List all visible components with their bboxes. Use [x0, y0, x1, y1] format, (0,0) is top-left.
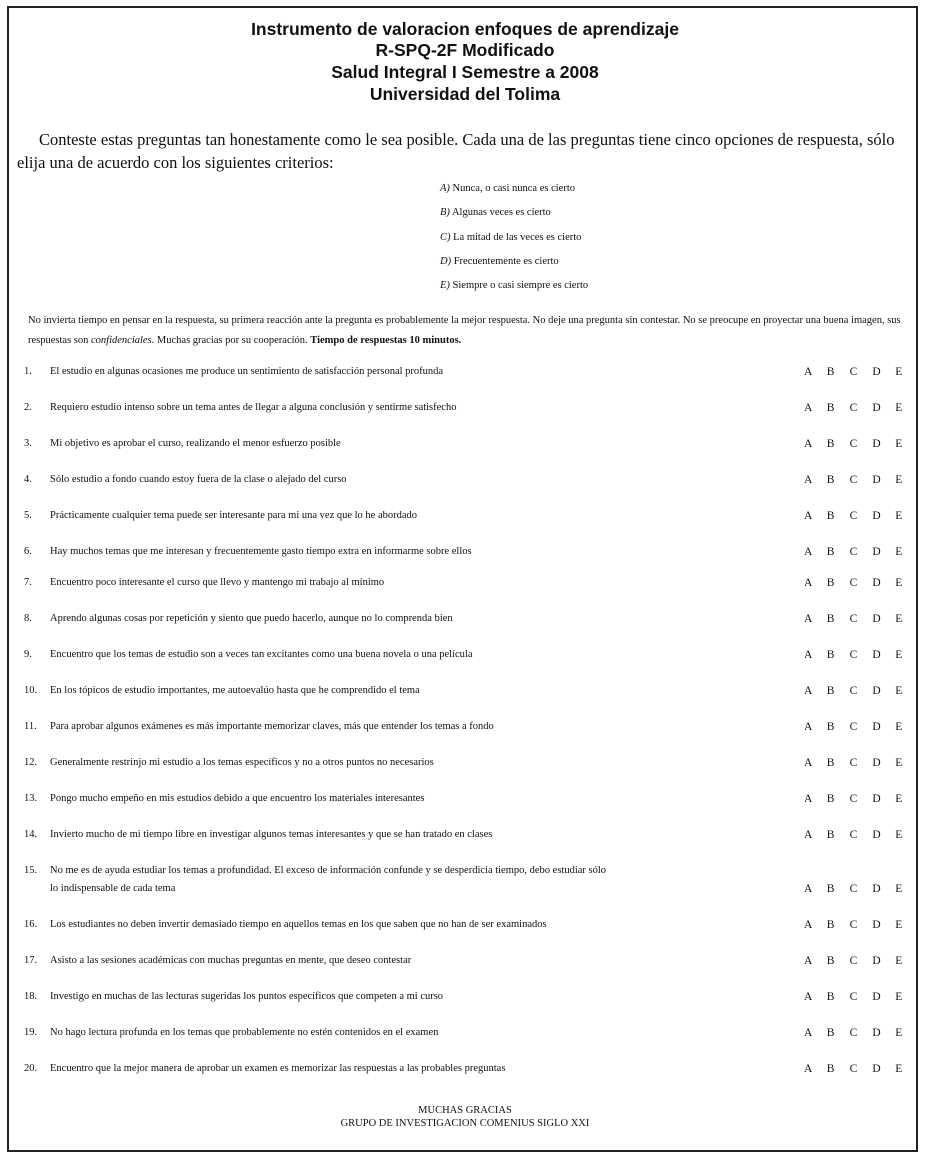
answer-option-e[interactable]: E: [895, 402, 903, 414]
answer-option-a[interactable]: A: [804, 1063, 813, 1075]
intro-text: Conteste estas preguntas tan honestamente como le sea posible. Cada una de las preguntas tiene cinco opciones de respuesta, sólo elija una de acuerdo con los siguientes criterios:: [17, 130, 895, 172]
answer-option-d[interactable]: D: [872, 685, 881, 697]
answer-options: [804, 988, 918, 1007]
question-number: 14.: [24, 829, 38, 840]
answer-option-b[interactable]: B: [826, 613, 835, 625]
answer-option-e[interactable]: E: [895, 649, 903, 661]
question-number: 11.: [24, 721, 37, 732]
question-number: 8.: [24, 613, 32, 624]
question-text: Asisto a las sesiones académicas con muchas preguntas en mente, que deseo contestar: [50, 955, 412, 966]
answer-option-d[interactable]: D: [872, 829, 881, 841]
answer-option-c[interactable]: C: [849, 438, 858, 450]
answer-option-b[interactable]: B: [826, 402, 835, 414]
answer-option-d[interactable]: D: [872, 510, 881, 522]
answer-option-e[interactable]: E: [895, 685, 903, 697]
question-text: Encuentro que los temas de estudio son a veces tan excitantes como una buena novela o una película: [50, 649, 473, 660]
answer-option-b[interactable]: B: [826, 991, 835, 1003]
answer-option-a[interactable]: A: [804, 577, 813, 589]
answer-option-a[interactable]: A: [804, 919, 813, 931]
answer-option-a[interactable]: A: [804, 474, 813, 486]
answer-options: [804, 363, 918, 382]
answer-option-e[interactable]: E: [895, 793, 903, 805]
answer-option-e[interactable]: E: [895, 955, 903, 967]
question-number: 12.: [24, 757, 38, 768]
answer-option-c[interactable]: C: [849, 649, 858, 661]
answer-option-d[interactable]: D: [872, 721, 881, 733]
answer-option-d[interactable]: D: [872, 613, 881, 625]
question-number: 17.: [24, 955, 38, 966]
answer-option-b[interactable]: B: [826, 757, 835, 769]
answer-option-d[interactable]: D: [872, 546, 881, 558]
criteria-text: La mitad de las veces es cierto: [453, 232, 582, 243]
title-line-2: R-SPQ-2F Modificado: [375, 40, 555, 60]
answer-option-a[interactable]: A: [804, 438, 813, 450]
question-number: 4.: [24, 474, 32, 485]
answer-option-b[interactable]: B: [826, 883, 835, 895]
criteria-letter: A): [440, 183, 450, 194]
question-number: 7.: [24, 577, 32, 588]
answer-option-b[interactable]: B: [826, 1027, 835, 1039]
answer-option-b[interactable]: B: [826, 438, 835, 450]
answer-options: [804, 610, 918, 629]
question-number: 6.: [24, 546, 32, 557]
answer-options: [804, 574, 918, 593]
answer-option-e[interactable]: E: [895, 919, 903, 931]
criteria-text: Frecuentemente es cierto: [453, 256, 559, 267]
answer-option-d[interactable]: D: [872, 991, 881, 1003]
answer-option-d[interactable]: D: [872, 883, 881, 895]
answer-option-c[interactable]: C: [849, 1027, 858, 1039]
question-text: Los estudiantes no deben invertir demasiado tiempo en aquellos temas en los que saben que no han de ser examinados: [50, 919, 547, 930]
criteria-letter: B): [440, 207, 450, 218]
answer-option-e[interactable]: E: [895, 991, 903, 1003]
answer-option-a[interactable]: A: [804, 510, 813, 522]
criteria-text: Nunca, o casi nunca es cierto: [452, 183, 575, 194]
answer-options: [804, 754, 918, 773]
answer-option-b[interactable]: B: [826, 829, 835, 841]
answer-options: [804, 543, 918, 562]
question-text: Sólo estudio a fondo cuando estoy fuera de la clase o alejado del curso: [50, 474, 347, 485]
answer-option-c[interactable]: C: [849, 366, 858, 378]
question-text: Generalmente restrinjo mi estudio a los temas específicos y no a otros puntos no necesarios: [50, 757, 434, 768]
answer-option-c[interactable]: C: [849, 577, 858, 589]
answer-options: [804, 1024, 918, 1043]
criteria-letter: D): [440, 256, 452, 267]
answer-option-a[interactable]: A: [804, 613, 813, 625]
answer-option-b[interactable]: B: [826, 577, 835, 589]
title-line-3: Salud Integral I Semestre a 2008: [331, 62, 599, 82]
answer-options: [804, 880, 918, 899]
answer-option-b[interactable]: B: [826, 474, 835, 486]
question-text: Investigo en muchas de las lecturas sugeridas los puntos específicos que competen a mi curso: [50, 991, 444, 1002]
criteria-letter: E): [440, 280, 450, 291]
question-text: Encuentro poco interesante el curso que llevo y mantengo mi trabajo al mínimo: [50, 577, 385, 588]
footer-thanks: MUCHAS GRACIAS: [418, 1105, 512, 1116]
answer-option-e[interactable]: E: [895, 510, 903, 522]
answer-option-a[interactable]: A: [804, 991, 813, 1003]
answer-option-e[interactable]: E: [895, 366, 903, 378]
question-text: Hay muchos temas que me interesan y frecuentemente gasto tiempo extra en informarme sobre ellos: [50, 546, 472, 557]
footer: [0, 1104, 930, 1130]
answer-option-a[interactable]: A: [804, 955, 813, 967]
question-text: Pongo mucho empeño en mis estudios debido a que encuentro los materiales interesantes: [50, 793, 425, 804]
footer-group: GRUPO DE INVESTIGACION COMENIUS SIGLO XXI: [340, 1118, 590, 1129]
answer-option-e[interactable]: E: [895, 577, 903, 589]
question-text: Aprendo algunas cosas por repetición y siento que puedo hacerlo, aunque no lo comprenda bien: [50, 613, 453, 624]
answer-option-a[interactable]: A: [804, 757, 813, 769]
question-number: 2.: [24, 402, 32, 413]
answer-option-c[interactable]: C: [849, 1063, 858, 1075]
answer-option-a[interactable]: A: [804, 546, 813, 558]
question-text: Encuentro que la mejor manera de aprobar un examen es memorizar las respuestas a las probables preguntas: [50, 1063, 506, 1074]
criteria-letter: C): [440, 232, 451, 243]
answer-option-e[interactable]: E: [895, 438, 903, 450]
answer-option-e[interactable]: E: [895, 721, 903, 733]
answer-option-d[interactable]: D: [872, 955, 881, 967]
question-text: Requiero estudio intenso sobre un tema antes de llegar a alguna conclusión y sentirme satisfecho: [50, 402, 457, 413]
criteria-option: [440, 280, 588, 291]
answer-option-d[interactable]: D: [872, 577, 881, 589]
answer-option-c[interactable]: C: [849, 685, 858, 697]
answer-option-c[interactable]: C: [849, 955, 858, 967]
answer-option-d[interactable]: D: [872, 438, 881, 450]
answer-options: [804, 826, 918, 845]
answer-option-d[interactable]: D: [872, 793, 881, 805]
answer-option-e[interactable]: E: [895, 613, 903, 625]
answer-option-d[interactable]: D: [872, 1027, 881, 1039]
question-number: 9.: [24, 649, 32, 660]
question-text: En los tópicos de estudio importantes, me autoevalúo hasta que he comprendido el tema: [50, 685, 420, 696]
answer-option-c[interactable]: C: [849, 474, 858, 486]
question-number: 18.: [24, 991, 38, 1002]
question-number: 20.: [24, 1063, 38, 1074]
question-number: 15.: [24, 865, 38, 876]
criteria-text: Siempre o casi siempre es cierto: [452, 280, 589, 291]
answer-options: [804, 646, 918, 665]
answer-option-b[interactable]: B: [826, 546, 835, 558]
answer-option-c[interactable]: C: [849, 721, 858, 733]
answer-option-c[interactable]: C: [849, 757, 858, 769]
question-text: Mi objetivo es aprobar el curso, realizando el menor esfuerzo posible: [50, 438, 341, 449]
answer-option-c[interactable]: C: [849, 829, 858, 841]
answer-option-c[interactable]: C: [849, 793, 858, 805]
answer-option-a[interactable]: A: [804, 402, 813, 414]
answer-option-c[interactable]: C: [849, 883, 858, 895]
answer-option-e[interactable]: E: [895, 1027, 903, 1039]
answer-option-e[interactable]: E: [895, 1063, 903, 1075]
question-text: Prácticamente cualquier tema puede ser interesante para mi una vez que lo he abordado: [50, 510, 418, 521]
answer-options: [804, 1060, 918, 1079]
answer-option-c[interactable]: C: [849, 546, 858, 558]
answer-option-d[interactable]: D: [872, 1063, 881, 1075]
question-number: 13.: [24, 793, 38, 804]
answer-option-b[interactable]: B: [826, 366, 835, 378]
answer-option-c[interactable]: C: [849, 402, 858, 414]
answer-options: [804, 790, 918, 809]
answer-option-b[interactable]: B: [826, 1063, 835, 1075]
answer-option-c[interactable]: C: [849, 991, 858, 1003]
question-number: 16.: [24, 919, 38, 930]
criteria-text: Algunas veces es cierto: [451, 207, 551, 218]
instructions-time: Tiempo de respuestas 10 minutos.: [310, 335, 462, 346]
answer-option-e[interactable]: E: [895, 829, 903, 841]
answer-options: [804, 435, 918, 454]
answer-option-d[interactable]: D: [872, 919, 881, 931]
question-number: 5.: [24, 510, 32, 521]
answer-option-c[interactable]: C: [849, 919, 858, 931]
answer-options: [804, 718, 918, 737]
answer-options: [804, 916, 918, 935]
answer-option-d[interactable]: D: [872, 649, 881, 661]
answer-option-d[interactable]: D: [872, 402, 881, 414]
title-line-1: Instrumento de valoracion enfoques de aprendizaje: [251, 19, 679, 39]
question-text: No me es de ayuda estudiar los temas a profundidad. El exceso de información confunde y se desperdicia tiempo, debo estudiar sólo lo indispensable de cada tema: [50, 865, 607, 894]
question-number: 1.: [24, 366, 32, 377]
answer-option-e[interactable]: E: [895, 883, 903, 895]
answer-option-a[interactable]: A: [804, 1027, 813, 1039]
answer-option-b[interactable]: B: [826, 919, 835, 931]
answer-options: [804, 399, 918, 418]
question-text: El estudio en algunas ocasiones me produce un sentimiento de satisfacción personal profunda: [50, 366, 444, 377]
question-number: 3.: [24, 438, 32, 449]
answer-option-a[interactable]: A: [804, 685, 813, 697]
instructions-italic: confidenciales: [91, 335, 152, 346]
answer-option-b[interactable]: B: [826, 649, 835, 661]
question-number: 10.: [24, 685, 38, 696]
criteria-option: [440, 232, 581, 243]
answer-option-a[interactable]: A: [804, 793, 813, 805]
answer-option-b[interactable]: B: [826, 685, 835, 697]
answer-option-e[interactable]: E: [895, 474, 903, 486]
answer-option-b[interactable]: B: [826, 793, 835, 805]
answer-options: [804, 952, 918, 971]
answer-options: [804, 507, 918, 526]
answer-option-b[interactable]: B: [826, 955, 835, 967]
answer-option-d[interactable]: D: [872, 366, 881, 378]
criteria-option: [440, 183, 575, 194]
answer-options: [804, 682, 918, 701]
answer-option-e[interactable]: E: [895, 757, 903, 769]
instructions-part2: . Muchas gracias por su cooperación.: [151, 335, 311, 346]
question-text: Para aprobar algunos exámenes es más importante memorizar claves, más que entender los temas a fondo: [50, 721, 494, 732]
instructions-part1: No invierta tiempo en pensar en la respuesta, su primera reacción ante la pregunta es probablemente la mejor respuesta. No deje una pregunta sin contestar. No se preocupe en proyectar una buena imagen, sus respuestas son: [28, 315, 901, 346]
answer-option-a[interactable]: A: [804, 366, 813, 378]
answer-option-b[interactable]: B: [826, 510, 835, 522]
title-line-4: Universidad del Tolima: [369, 84, 561, 104]
question-text: Invierto mucho de mi tiempo libre en investigar algunos temas interesantes y que se han tratado en clases: [50, 829, 493, 840]
answer-option-a[interactable]: A: [804, 649, 813, 661]
answer-options: [804, 471, 918, 490]
answer-option-e[interactable]: E: [895, 546, 903, 558]
answer-option-a[interactable]: A: [804, 883, 813, 895]
question-number: 19.: [24, 1027, 38, 1038]
answer-option-a[interactable]: A: [804, 721, 813, 733]
question-text: No hago lectura profunda en los temas que probablemente no estén contenidos en el examen: [50, 1027, 439, 1038]
answer-option-a[interactable]: A: [804, 829, 813, 841]
answer-option-d[interactable]: D: [872, 474, 881, 486]
criteria-option: [440, 256, 559, 267]
criteria-option: [440, 207, 551, 218]
answer-option-c[interactable]: C: [849, 510, 858, 522]
answer-option-b[interactable]: B: [826, 721, 835, 733]
instructions: [28, 311, 908, 351]
answer-option-c[interactable]: C: [849, 613, 858, 625]
answer-option-d[interactable]: D: [872, 757, 881, 769]
